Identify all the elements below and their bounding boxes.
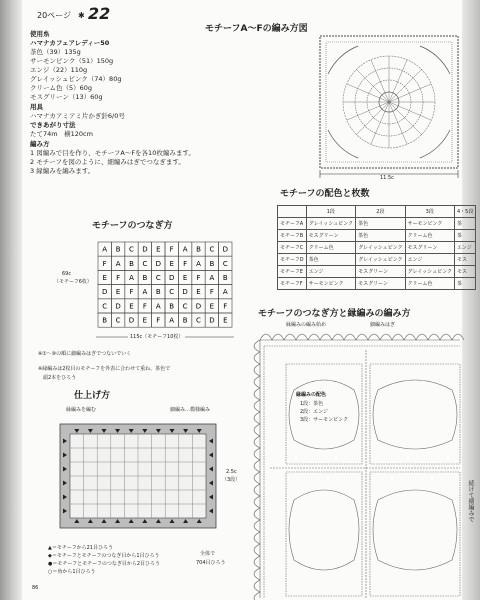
edging-scallop (416, 334, 428, 340)
grid-cell-letter: F (129, 288, 134, 297)
grid-cell-letter: B (169, 302, 175, 311)
table-cell: モチーフB (278, 230, 307, 242)
table-row (278, 266, 476, 278)
edging-color: 2段：エンジ (300, 409, 329, 415)
edging-scallop (428, 334, 440, 340)
size-text: たて74m 横120cm (30, 130, 93, 138)
footer-page-number: 86 (32, 585, 39, 591)
total-count: 704目ひろう (196, 560, 226, 566)
table-cell: エンジ (454, 242, 475, 254)
grid-cell-letter: C (196, 316, 201, 325)
edging-scallop (308, 334, 320, 340)
grid-cell-letter: C (155, 274, 161, 282)
total-label: 全体で (200, 551, 216, 557)
grid-height-label: 69c (62, 271, 72, 277)
edging-scallop (296, 334, 308, 340)
edging-scallop (254, 436, 260, 448)
grid-cell-letter: A (222, 288, 228, 297)
header-cell (278, 206, 307, 218)
joining-grid (96, 240, 236, 330)
star-icon: ✱ (78, 11, 85, 20)
joining-title: モチーフのつなぎ方 (92, 221, 173, 231)
grid-cell-letter: F (156, 316, 161, 325)
finishing-pick-label: 縁編みを編む (66, 407, 97, 413)
table-cell: モチーフD (278, 254, 307, 266)
edging-start-label: 縁編みの編み始め (286, 322, 327, 328)
edging-scallop (260, 334, 272, 340)
table-row (278, 278, 476, 290)
motif-width-label: 11.5c (380, 175, 394, 181)
yarn-color: 茶色（39）135g (30, 48, 81, 56)
grid-cell-letter: E (102, 274, 107, 282)
yarn-color: モスグリーン（13）60g (30, 93, 103, 101)
table-cell: モチーフF (278, 278, 307, 290)
grid-cell-letter: D (142, 245, 148, 254)
grid-cell-letter: E (129, 302, 134, 311)
finishing-diagram (56, 418, 226, 534)
edging-scallop (254, 472, 260, 484)
grid-cell-letter: C (102, 302, 108, 311)
edging-scallop (254, 424, 260, 436)
method-step: 2 モチーフを図のように、細編みはぎでつなぎます。 (30, 158, 185, 166)
table-cell: クリーム色 (405, 278, 454, 290)
table-cell: 茶色 (356, 218, 405, 230)
edging-side-text: 続けて細編みで (467, 480, 474, 522)
finishing-seam-label: 細編み…模様編み (170, 407, 211, 413)
method-step: 3 縁編みを編みます。 (30, 167, 95, 175)
table-row (278, 218, 476, 230)
edging-scallop (344, 334, 356, 340)
grid-cell-letter: B (155, 288, 161, 297)
table-cell: 茶色 (356, 230, 405, 242)
grid-cell-letter: A (182, 245, 188, 254)
tool-heading: 用具 (30, 103, 43, 111)
grid-cell-letter: F (142, 302, 147, 311)
grid-cell-letter: A (142, 288, 148, 297)
grid-cell-letter: B (129, 259, 134, 268)
grid-cell-letter: A (102, 245, 108, 254)
edge-size-label: 2.5c (226, 469, 237, 475)
table-cell: サーモンピンク (405, 218, 454, 230)
legend-item: ○＝角から1目ひろう (48, 569, 96, 575)
table-cell: モス (454, 254, 475, 266)
table-cell: グレイッシュピンク (405, 266, 454, 278)
edging-scallop (254, 448, 260, 460)
grid-height-sub: （モチーフ6枚） (54, 279, 92, 285)
edging-scallop (254, 580, 260, 592)
grid-cell-letter: A (169, 316, 175, 325)
grid-cell-letter: E (209, 302, 215, 311)
yarn-color: サーモンピンク（51）150g (30, 57, 114, 65)
grid-cell-letter: D (182, 288, 188, 297)
grid-cell-letter: F (209, 288, 214, 297)
grid-cell-letter: D (169, 274, 175, 282)
legend-item: ◆＝モチーフとモチーフのつなぎ目から1目ひろう (48, 553, 160, 559)
yarn-color: クリーム色（5）60g (30, 84, 93, 92)
edging-note: ※縁編みは2枚目のモチーフを外表に合わせて重ね、茶色で (38, 366, 171, 372)
legend-item: ▲＝モチーフから21目ひろう (48, 545, 113, 551)
header-cell: 3段 (405, 206, 454, 218)
motif-chart-title: モチーフA～Fの編み方図 (205, 24, 308, 34)
table-row (278, 254, 476, 266)
color-table-header-row (278, 206, 476, 218)
table-cell: モチーフA (278, 218, 307, 230)
edging-scallop (392, 334, 404, 340)
grid-cell-letter: B (115, 245, 121, 254)
edging-scallop (440, 334, 452, 340)
table-cell: 茶 (454, 230, 475, 242)
edging-scallop (254, 544, 260, 556)
yarn-color: グレイッシュピンク（74）80g (30, 75, 122, 83)
edging-scallop (254, 532, 260, 544)
edge-rows-label: （3段） (222, 477, 241, 483)
grid-cell-letter: F (183, 259, 188, 268)
edging-scallop (254, 388, 260, 400)
table-cell: モス (454, 266, 475, 278)
table-cell: エンジ (405, 254, 454, 266)
grid-cell-letter: B (102, 316, 108, 325)
grid-cell-letter: F (196, 274, 201, 282)
edging-scallop (254, 460, 260, 472)
edging-scallop (254, 556, 260, 568)
edging-scallop (356, 334, 368, 340)
grid-cell-letter: F (102, 259, 107, 268)
table-cell: 茶 (454, 218, 475, 230)
grid-cell-letter: A (129, 274, 134, 282)
edging-scallop (254, 592, 260, 600)
grid-cell-letter: B (182, 316, 188, 325)
grid-cell-letter: F (169, 245, 174, 254)
table-cell: クリーム色 (306, 242, 355, 254)
edging-scallop (254, 364, 260, 376)
table-cell: 茶 (454, 278, 475, 290)
edging-scallop (284, 334, 296, 340)
table-cell: モスグリーン (356, 278, 405, 290)
grid-cell-letter: C (222, 259, 228, 268)
grid-cell-letter: C (142, 259, 148, 268)
grid-cell-letter: D (128, 316, 135, 325)
grid-cell-letter: E (115, 288, 121, 297)
motif-stitch-chart (318, 34, 464, 174)
grid-cell-letter: A (209, 274, 215, 282)
edging-scallop (254, 520, 260, 532)
grid-cell-letter: E (182, 274, 188, 282)
grid-cell-letter: E (169, 259, 174, 268)
grid-cell-letter: E (156, 245, 161, 254)
yarn-heading: 使用糸 (30, 30, 50, 38)
grid-cell-letter: B (196, 245, 201, 254)
table-cell: モスグリーン (405, 242, 454, 254)
grid-cell-letter: D (195, 302, 202, 311)
edging-scallop (254, 496, 260, 508)
edging-scallop (452, 334, 464, 340)
color-table (277, 205, 476, 290)
edging-scallop (368, 334, 380, 340)
header-cell: 4・5段 (454, 206, 475, 218)
edging-scallop (254, 352, 260, 364)
table-cell: エンジ (306, 266, 355, 278)
grid-cell-letter: B (142, 274, 148, 282)
grid-cell-letter: E (223, 316, 228, 325)
table-cell: モチーフE (278, 266, 307, 278)
header-cell: 1段 (306, 206, 355, 218)
edging-scallop (380, 334, 392, 340)
header-cell: 2段 (356, 206, 405, 218)
grid-cell-letter: E (142, 316, 148, 325)
edging-scallop (254, 412, 260, 424)
page-label: 20ページ (37, 11, 72, 20)
edging-scallop (272, 334, 284, 340)
book-gutter (0, 0, 22, 600)
edging-color: 3段：サーモンピンク (300, 417, 349, 423)
yarn-brand: ハマナカフェアレディー50 (30, 39, 110, 47)
edging-scallop (254, 568, 260, 580)
grid-cell-letter: D (115, 302, 121, 311)
table-cell: クリーム色 (405, 230, 454, 242)
yarn-color: エンジ（22）110g (30, 66, 88, 74)
table-cell: モスグリーン (356, 266, 405, 278)
grid-cell-letter: C (169, 288, 175, 297)
grid-cell-letter: D (222, 245, 228, 254)
edging-scallop (254, 340, 260, 352)
table-cell: サーモンピンク (306, 278, 355, 290)
table-cell: グレイッシュピンク (356, 242, 405, 254)
grid-cell-letter: B (222, 274, 228, 282)
edging-scallop (254, 400, 260, 412)
grid-cell-letter: B (209, 259, 215, 268)
grid-cell-letter: D (102, 288, 108, 297)
color-table-title: モチーフの配色と枚数 (280, 189, 370, 199)
size-heading: できあがり寸法 (30, 121, 76, 129)
grid-cell-letter: F (223, 302, 228, 311)
grid-cell-letter: F (116, 274, 121, 282)
page-number: 22 (88, 4, 111, 23)
edging-colors-title: 縁編みの配色 (296, 392, 327, 398)
table-cell: グレイッシュピンク (306, 218, 355, 230)
grid-cell-letter: A (115, 259, 121, 268)
edging-scallop (404, 334, 416, 340)
grid-cell-letter: D (155, 259, 161, 268)
grid-width-label: 115c（モチーフ10枚） (130, 334, 184, 340)
grid-cell-letter: C (182, 302, 188, 311)
legend-item: ●＝モチーフとモチーフのつなぎ目から2目ひろう (48, 561, 161, 567)
edging-scallop (254, 376, 260, 388)
edging-diagram (250, 330, 465, 600)
method-step: 1 図編みで目を作り、モチーフA～Fを各10枚編みます。 (30, 149, 195, 157)
table-cell: モスグリーン (306, 230, 355, 242)
grid-cell-letter: D (209, 316, 215, 325)
method-heading: 編み方 (30, 140, 50, 148)
table-cell: モチーフC (278, 242, 307, 254)
edging-title: モチーフのつなぎ方と縁編みの編み方 (258, 309, 411, 319)
edging-scallop (254, 484, 260, 496)
grid-cell-letter: C (115, 316, 121, 325)
edging-note: 頭2本をひろう (38, 375, 77, 381)
grid-cell-letter: C (129, 245, 134, 254)
table-cell: グレイッシュピンク (356, 254, 405, 266)
grid-cell-letter: E (196, 288, 201, 297)
edging-scallop (254, 508, 260, 520)
grid-cell-letter: C (209, 245, 215, 254)
tool-text: ハマナカアミアミ片かぎ針6/0号 (30, 112, 125, 120)
seam-label: 細編みはぎ (370, 322, 396, 328)
grid-cell-letter: A (196, 259, 201, 268)
edging-color: 1段：茶色 (300, 401, 324, 407)
table-row (278, 230, 476, 242)
joining-note: ※①～⑩の順に細編みはぎでつないでいく (38, 351, 132, 357)
grid-cell-letter: A (155, 302, 161, 311)
edging-scallop (320, 334, 332, 340)
edging-scallop (332, 334, 344, 340)
table-cell: 茶色 (306, 254, 355, 266)
table-row (278, 242, 476, 254)
finishing-title: 仕上げ方 (74, 391, 111, 401)
